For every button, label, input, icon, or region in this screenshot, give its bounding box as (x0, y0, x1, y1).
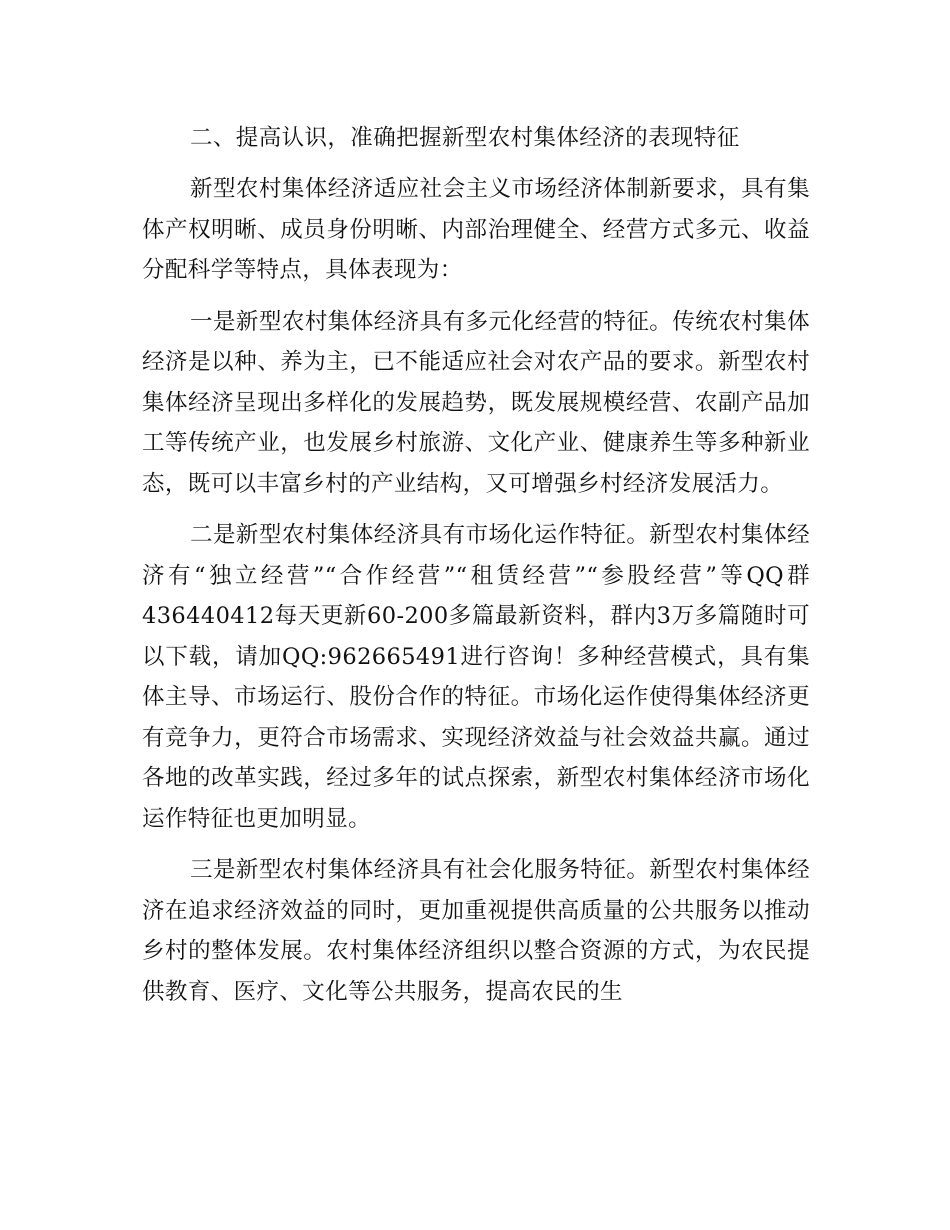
paragraph-intro: 新型农村集体经济适应社会主义市场经济体制新要求，具有集体产权明晰、成员身份明晰、内部治理健全、经营方式多元、收益分配科学等特点，具体表现为： (142, 176, 810, 283)
paragraph-social-service: 三是新型农村集体经济具有社会化服务特征。新型农村集体经济在追求经济效益的同时，更加重视提供高质量的公共服务以推动乡村的整体发展。农村集体经济组织以整合资源的方式，为农民提供教育、医疗、文化等公共服务，提高农民的生 (142, 857, 810, 1005)
document-page (142, 118, 810, 1023)
section-heading: 二、提高认识，准确把握新型农村集体经济的表现特征 (190, 125, 740, 151)
paragraph-diversified-operation: 一是新型农村集体经济具有多元化经营的特征。传统农村集体经济是以种、养为主，已不能适应社会对农产品的要求。新型农村集体经济呈现出多样化的发展趋势，既发展规模经营、农副产品加工等传统产业，也发展乡村旅游、文化产业、健康养生等多种新业态，既可以丰富乡村的产业结构，又可增强乡村经济发展活力。 (142, 308, 810, 497)
paragraph-market-operation: 二是新型农村集体经济具有市场化运作特征。新型农村集体经济有“独立经营”“合作经营”“租赁经营”“参股经营”等QQ群436440412每天更新60-200多篇最新资料，群内3万多篇随时可以下载，请加QQ:962665491进行咨询！多种经营模式，具有集体主导、市场运行、股份合作的特征。市场化运作使得集体经济更有竞争力，更符合市场需求、实现经济效益与社会效益共赢。通过各地的改革实践，经过多年的试点探索，新型农村集体经济市场化运作特征也更加明显。 (142, 522, 810, 832)
